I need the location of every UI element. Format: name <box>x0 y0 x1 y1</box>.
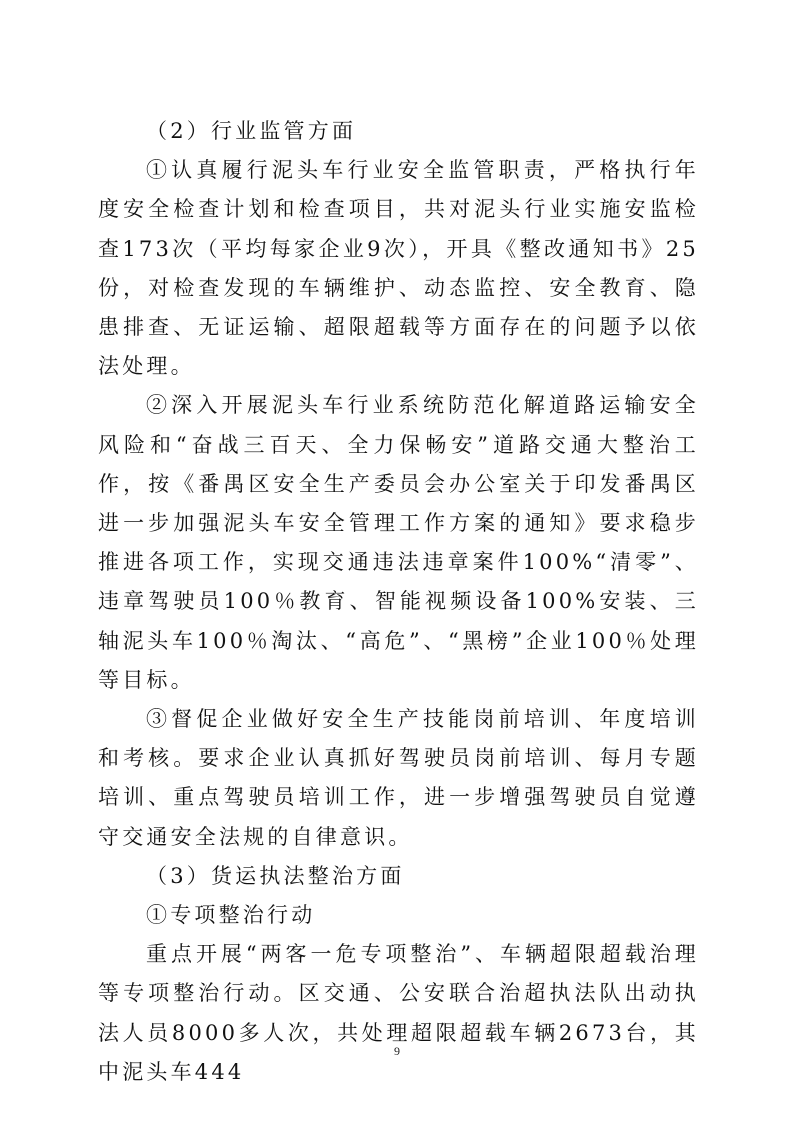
section-heading-industry-supervision: （2）行业监管方面 <box>146 119 357 143</box>
document-body <box>98 112 699 1092</box>
paragraph-risk-prevention: ②深入开展泥头车行业系统防范化解道路运输安全风险和“奋战三百天、全力保畅安”道路交通大整治工作，按《番禺区安全生产委员会办公室关于印发番禺区进一步加强泥头车安全管理工作方案的通知》要求稳步推进各项工作，实现交通违法违章案件100%“清零”、违章驾驶员100％教育、智能视频设备100%安装、三轴泥头车100％淘汰、“高危”、“黑榜”企业100％处理等目标。 <box>98 393 699 692</box>
section-heading-freight-enforcement: （3）货运执法整治方面 <box>146 863 405 888</box>
page-number: 9 <box>394 1044 400 1058</box>
paragraph-training: ③督促企业做好安全生产技能岗前培训、年度培训和考核。要求企业认真抓好驾驶员岗前培训、每月专题培训、重点驾驶员培训工作，进一步增强驾驶员自觉遵守交通安全法规的自律意识。 <box>98 707 699 849</box>
paragraph-special-rectification: 重点开展“两客一危专项整治”、车辆超限超载治理等专项整治行动。区交通、公安联合治超执法队出动执法人员8000多人次，共处理超限超载车辆2673台，其中泥头车444 <box>98 942 699 1084</box>
subheading-special-rectification: ①专项整治行动 <box>146 903 316 928</box>
paragraph-safety-inspection: ①认真履行泥头车行业安全监管职责，严格执行年度安全检查计划和检查项目，共对泥头行业实施安监检查173次（平均每家企业9次），开具《整改通知书》25份，对检查发现的车辆维护、动态监控、安全教育、隐患排查、无证运输、超限超载等方面存在的问题予以依法处理。 <box>98 158 699 379</box>
